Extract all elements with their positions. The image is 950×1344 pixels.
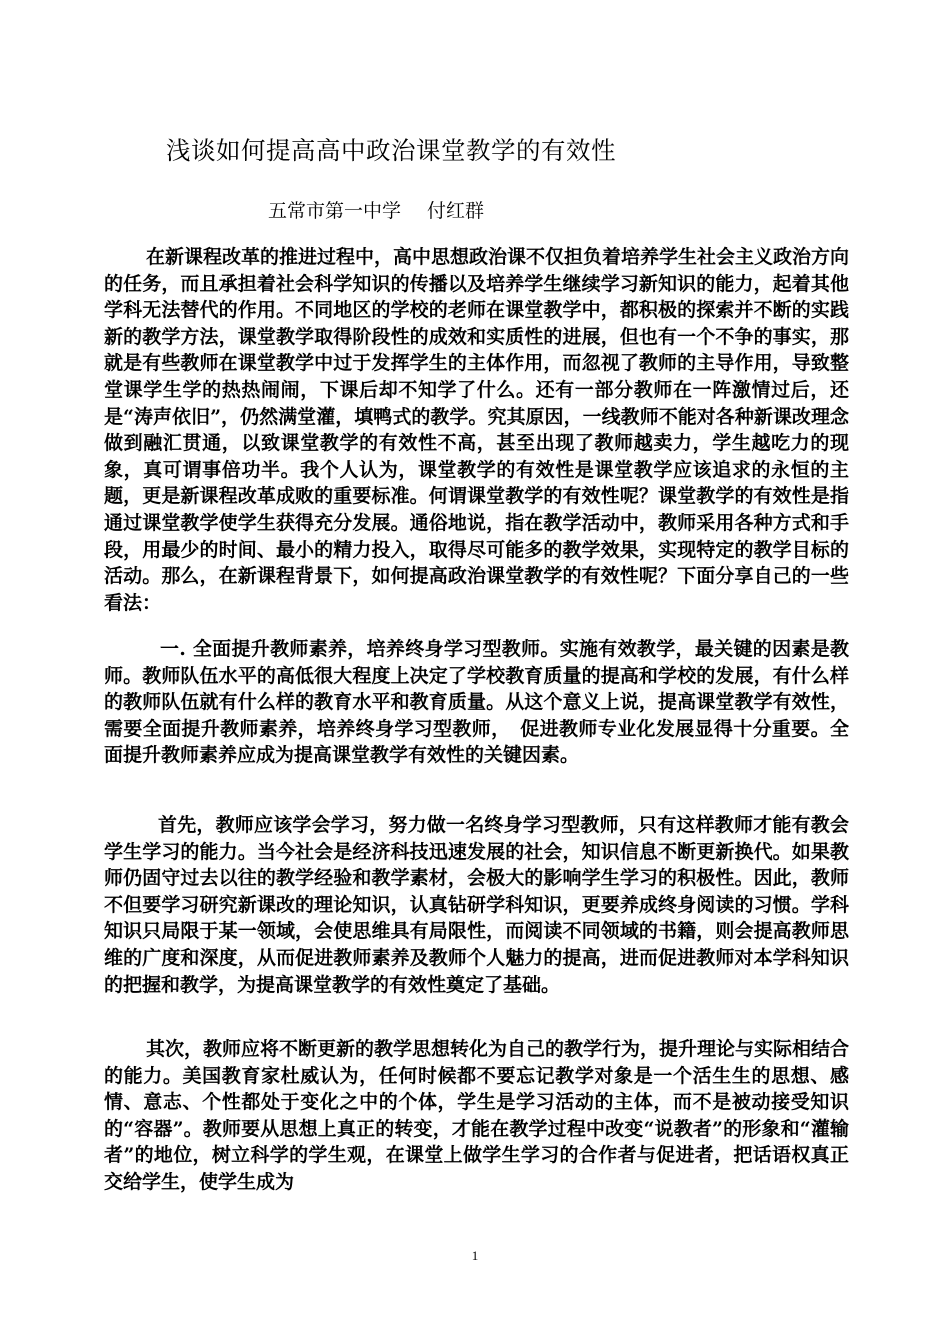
paragraph-section-one: 一. 全面提升教师素养，培养终身学习型教师。实施有效教学，最关键的因素是教师。教师队伍水平的高低很大程度上决定了学校教育质量的提高和学校的发展，有什么样的教师队伍就有什么样的教育水平和教育质量。从这个意义上说，提高课堂教学有效性，需要全面提升教师素养，培养终身学习型教师， 促进教师专业化发展显得十分重要。全面提升教师素养应成为提高课堂教学有效性的关键因素。 (104, 638, 849, 767)
author-school: 五常市第一中学 (268, 200, 402, 222)
paragraph-first-point: 首先，教师应该学会学习，努力做一名终身学习型教师，只有这样教师才能有教会学生学习的能力。当今社会是经济科技迅速发展的社会，知识信息不断更新换代。如果教师仍固守过去以往的教学经验和教学素材，会极大的影响学生学习的积极性。因此，教师不但要学习研究新课改的理论知识，认真钻研学科知识，更要养成终身阅读的习惯。学科知识只局限于某一领域，会使思维具有局限性，而阅读不同领域的书籍，则会提高教师思维的广度和深度，从而促进教师素养及教师个人魅力的提高，进而促进教师对本学科知识的把握和教学，为提高课堂教学的有效性奠定了基础。 (104, 814, 849, 996)
author-line (268, 198, 484, 224)
page-number: 1 (471, 1248, 479, 1263)
author-name: 付红群 (427, 200, 485, 222)
paragraph-intro: 在新课程改革的推进过程中，高中思想政治课不仅担负着培养学生社会主义政治方向的任务，而且承担着社会科学知识的传播以及培养学生继续学习新知识的能力，起着其他学科无法替代的作用。不同地区的学校的老师在课堂教学中，都积极的探索并不断的实践新的教学方法，课堂教学取得阶段性的成效和实质性的进展，但也有一个不争的事实，那就是有些教师在课堂教学中过于发挥学生的主体作用，而忽视了教师的主导作用，导致整堂课学生学的热热闹闹，下课后却不知学了什么。还有一部分教师在一阵激情过后，还是“涛声依旧”，仍然满堂灌，填鸭式的教学。究其原因，一线教师不能对各种新课改理念做到融汇贯通，以致课堂教学的有效性不高，甚至出现了教师越卖力，学生越吃力的现象，真可谓事倍功半。我个人认为，课堂教学的有效性是课堂教学应该追求的永恒的主题，更是新课程改革成败的重要标准。何谓课堂教学的有效性呢？课堂教学的有效性是指通过课堂教学使学生获得充分发展。通俗地说，指在教学活动中，教师采用各种方式和手段，用最少的时间、最小的精力投入，取得尽可能多的教学效果，实现特定的教学目标的活动。那么，在新课程背景下，如何提高政治课堂教学的有效性呢？下面分享自己的一些看法： (104, 246, 850, 614)
paragraph-second-point: 其次，教师应将不断更新的教学思想转化为自己的教学行为，提升理论与实际相结合的能力。美国教育家杜威认为，任何时候都不要忘记教学对象是一个活生生的思想、感情、意志、个性都处于变化之中的个体，学生是学习活动的主体，而不是被动接受知识的“容器”。教师要从思想上真正的转变，才能在教学过程中改变“说教者”的形象和“灌输者”的地位，树立科学的学生观，在课堂上做学生学习的合作者与促进者，把话语权真正交给学生，使学生成为 (104, 1038, 850, 1193)
document-title: 浅谈如何提高高中政治课堂教学的有效性 (166, 136, 616, 165)
